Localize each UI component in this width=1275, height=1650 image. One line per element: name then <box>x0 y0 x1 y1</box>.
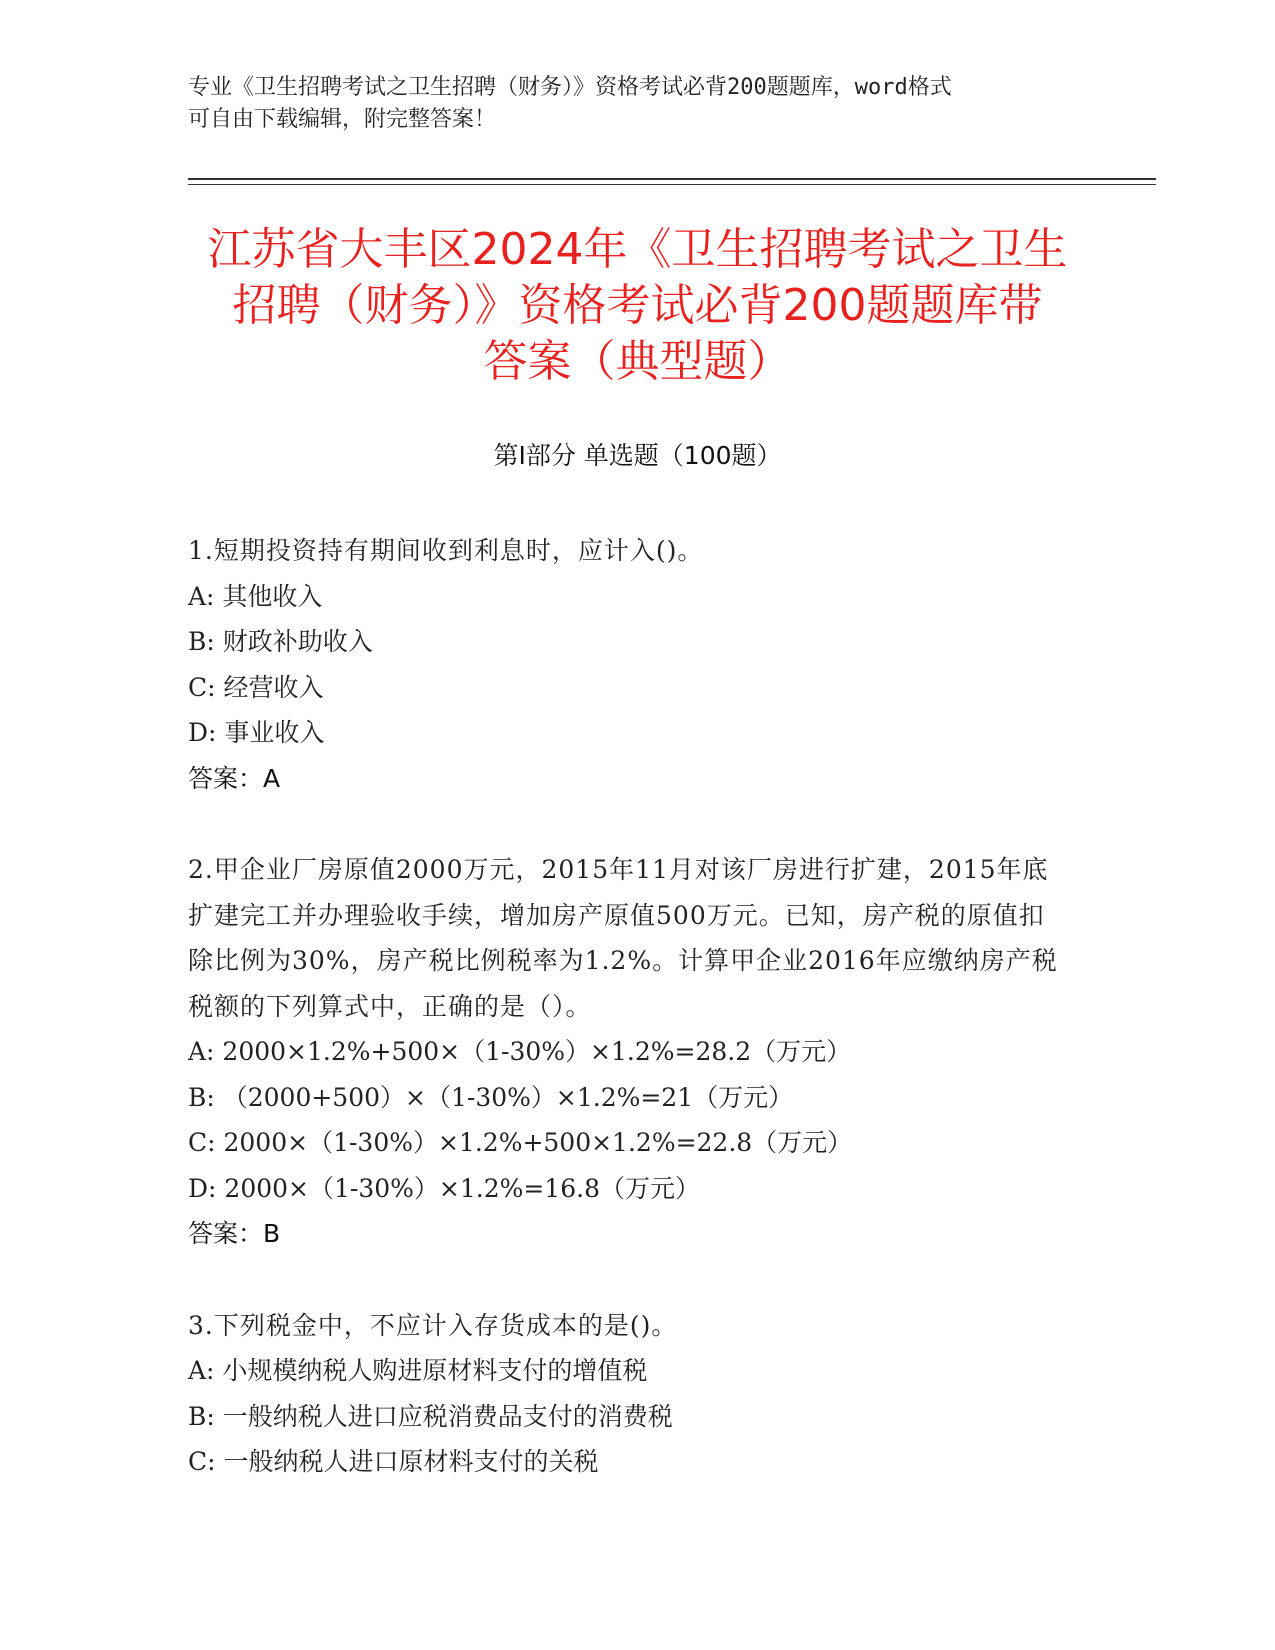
question-stem: 2.甲企业厂房原值2000万元，2015年11月对该厂房进行扩建，2015年底扩建完工并办理验收手续，增加房产原值500万元。已知，房产税的原值扣除比例为30%，房产税比例税率为1.2%。计算甲企业2016年应缴纳房产税税额的下列算式中，正确的是（）。 <box>188 855 1058 1021</box>
option-a: A: 小规模纳税人购进原材料支付的增值税 <box>188 1356 648 1385</box>
header-divider-thin <box>188 184 1156 185</box>
option-b: B: 一般纳税人进口应税消费品支付的消费税 <box>188 1401 673 1431</box>
option-c: C: 经营收入 <box>188 672 324 702</box>
question-list <box>188 528 1068 1531</box>
option-c: C: 一般纳税人进口原材料支付的关税 <box>188 1447 599 1476</box>
question-1 <box>188 528 1068 801</box>
document-title-line-2: 招聘（财务）》资格考试必背200题题库带 <box>232 280 1043 331</box>
option-c: C: 2000×（1-30%）×1.2%+500×1.2%=22.8（万元） <box>188 1128 853 1157</box>
answer-label: 答案：A <box>188 763 281 793</box>
option-b: B: 财政补助收入 <box>188 627 373 656</box>
option-a: A: 2000×1.2%+500×（1-30%）×1.2%=28.2（万元） <box>188 1037 852 1066</box>
document-title-line-3: 答案（典型题） <box>483 336 792 387</box>
answer-label: 答案：B <box>188 1219 281 1248</box>
header-divider-thick <box>188 178 1156 180</box>
header-note <box>188 72 1088 136</box>
option-d: D: 事业收入 <box>188 718 325 747</box>
header-note-line-2: 可自由下载编辑，附完整答案！ <box>188 107 497 132</box>
option-b: B: （2000+500）×（1-30%）×1.2%=21（万元） <box>188 1082 794 1112</box>
question-stem: 1.短期投资持有期间收到利息时，应计入()。 <box>188 536 704 565</box>
question-3 <box>188 1303 1068 1485</box>
option-a: A: 其他收入 <box>188 581 323 611</box>
question-2 <box>188 847 1068 1257</box>
question-stem: 3.下列税金中，不应计入存货成本的是()。 <box>188 1310 678 1340</box>
document-title <box>160 222 1115 390</box>
header-note-line-1: 专业《卫生招聘考试之卫生招聘（财务）》资格考试必背200题题库，word格式 <box>188 75 952 100</box>
section-heading: 第Ⅰ部分 单选题（100题） <box>493 441 782 470</box>
option-d: D: 2000×（1-30%）×1.2%=16.8（万元） <box>188 1173 700 1203</box>
document-title-line-1: 江苏省大丰区2024年《卫生招聘考试之卫生 <box>207 224 1068 275</box>
